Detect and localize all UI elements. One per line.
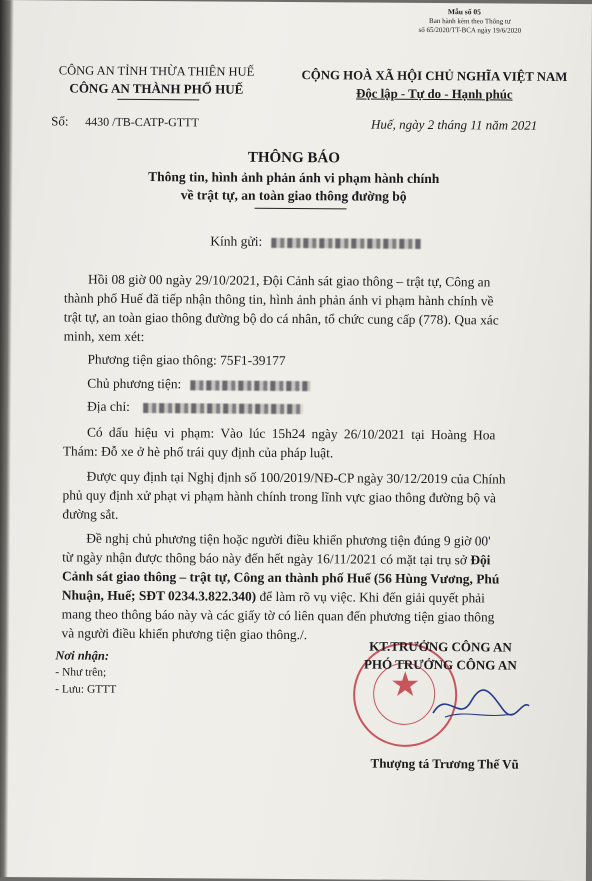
owner-line (87, 376, 310, 394)
body-line: Hồi 08 giờ 00 ngày 29/10/2021, Đội Cảnh sát giao thông – trật tự, Công an (88, 271, 491, 290)
recipient-line (210, 233, 421, 250)
owner-label: Chủ phương tiện: (87, 375, 182, 392)
form-note-line: Ban hành kèm theo Thông tư (429, 16, 511, 26)
address-label: Địa chỉ: (87, 398, 130, 414)
agency-parent: CÔNG AN TỈNH THỪA THIÊN HUẾ (58, 63, 255, 79)
body-text-bold: Nhuận, Huế; SĐT 0234.3.822.340) (61, 587, 257, 604)
body-line: phủ quy định xử phạt vi phạm hành chính trong lĩnh vực giao thông đường bộ và (62, 487, 497, 506)
redacted-address (143, 403, 303, 414)
body-line: đường sắt. (62, 506, 119, 522)
redacted-recipient (272, 238, 422, 249)
body-line-bold: Cảnh sát giao thông – trật tự, Công an thành phố Huế (56 Hùng Vương, Phú (61, 568, 500, 587)
recipient-item: - Như trên; (55, 666, 107, 679)
body-line: mang theo thông báo này và các giấy tờ có liên quan đến phương tiện giao thông (61, 606, 495, 625)
body-line (62, 549, 490, 568)
recipient-label: Kính gửi: (210, 233, 263, 249)
recipients-heading: Nơi nhận: (55, 648, 110, 663)
header-divider (117, 99, 199, 101)
body-line: Được quy định tại Nghị định số 100/2019/NĐ-CP ngày 30/12/2019 của Chính (86, 468, 506, 487)
body-line: Có dấu hiệu vi phạm: Vào lúc 15h24 ngày 26/10/2021 tại Hoàng Hoa (86, 424, 496, 443)
scan-edge-shadow (0, 0, 14, 877)
doc-number-label: Số: (51, 113, 69, 129)
body-line (62, 587, 485, 606)
body-text-bold: Đội (470, 552, 491, 568)
document-title: THÔNG BÁO (247, 149, 341, 167)
signature-title: PHÓ TRƯỞNG CÔNG AN (363, 656, 517, 673)
document-subtitle: về trật tự, an toàn giao thông đường bộ (180, 187, 407, 204)
body-text: từ ngày nhận được thông báo này đến hết ngày 16/11/2021 có mặt tại trụ sở (62, 549, 471, 568)
form-number: Mẫu số 05 (447, 7, 481, 17)
form-note-line: số 65/2020/TT-BCA ngày 19/6/2020 (418, 25, 522, 35)
address-line (87, 399, 303, 417)
signer-name: Thượng tá Trương Thế Vũ (370, 755, 519, 772)
agency-name: CÔNG AN THÀNH PHỐ HUẾ (69, 80, 244, 97)
title-divider (255, 208, 347, 210)
handwritten-signature (425, 679, 535, 730)
star-icon: ★ (389, 666, 421, 704)
body-line: minh, xem xét: (63, 328, 145, 345)
body-line: trật tự, an toàn giao thông đường bộ do cá nhân, tổ chức cung cấp (778). Qua xác (63, 309, 499, 328)
body-line: và người điều khiển phương tiện giao thông./. (61, 625, 308, 643)
body-line: thành phố Huế đã tiếp nhận thông tin, hình ảnh phản ánh vi phạm hành chính về (63, 290, 494, 309)
doc-number: 4430 /TB-CATP-GTTT (85, 114, 199, 130)
redacted-owner (191, 380, 311, 391)
body-line: Thám: Đỗ xe ở hè phố trái quy định của pháp luật. (62, 443, 334, 461)
signature-title: KT.TRƯỞNG CÔNG AN (369, 638, 512, 655)
document-subtitle: Thông tin, hình ảnh phản ánh vi phạm hành chính (148, 169, 440, 187)
body-line: Đề nghị chủ phương tiện hoặc người điều khiển phương tiện đúng 9 giờ 00' (86, 530, 491, 549)
vehicle-plate: Phương tiện giao thông: 75F1-39177 (87, 351, 286, 369)
recipient-item: - Lưu: GTTT (55, 683, 117, 696)
place-date: Huế, ngày 2 tháng 11 năm 2021 (370, 116, 538, 133)
body-text: để làm rõ vụ việc. Khi đến giải quyết phải (256, 588, 485, 606)
motto: Độc lập - Tự do - Hạnh phúc (356, 86, 513, 102)
country-name: CỘNG HOÀ XÃ HỘI CHỦ NGHĨA VIỆT NAM (301, 68, 568, 84)
